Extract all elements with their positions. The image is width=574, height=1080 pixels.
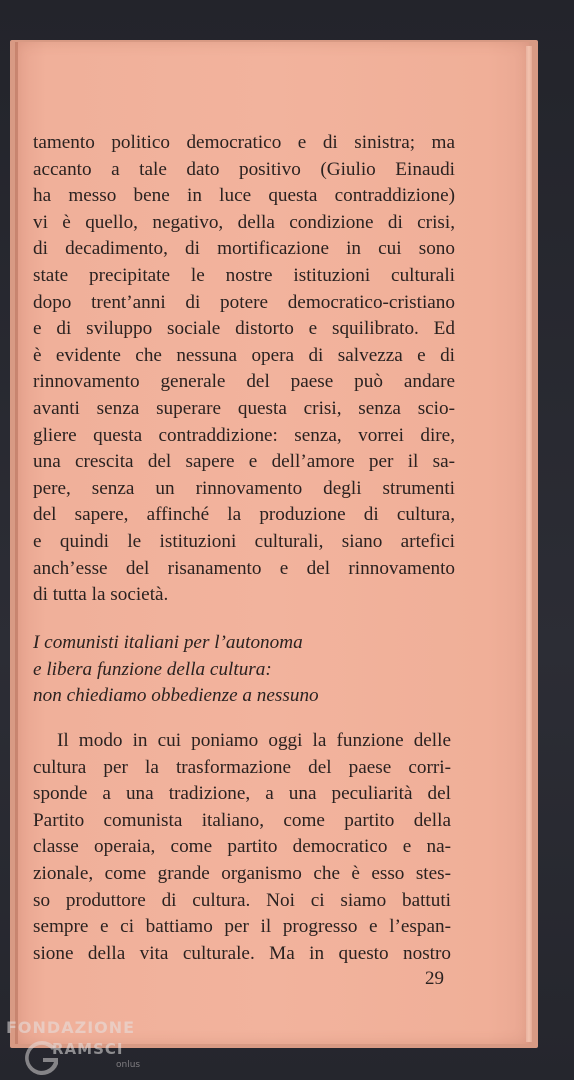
paragraph-line: sponde a una tradizione, a una peculiarità del [33, 783, 451, 805]
paragraph-line: so produttore di cultura. Noi ci siamo battuti [33, 889, 451, 911]
paragraph-line: di decadimento, di mortificazione in cui sono [33, 238, 455, 260]
watermark-line-2: RAMSCI [52, 1040, 124, 1058]
paragraph-line: sempre e ci battiamo per il progresso e l’espan- [33, 916, 451, 938]
paragraph-line: del sapere, affinché la produzione di cultura, [33, 504, 455, 526]
paragraph-line: ha messo bene in luce questa contraddizione) [33, 185, 455, 207]
watermark-line-1: FONDAZIONE [6, 1018, 136, 1037]
paragraph-line: tamento politico democratico e di sinistra; ma [33, 132, 455, 153]
heading-line: I comunisti italiani per l’autonoma [33, 632, 303, 653]
paragraph-line: di tutta la società. [33, 584, 169, 606]
paragraph-line: anch’esse del risanamento e del rinnovamento [33, 557, 455, 579]
watermark-suffix: onlus [116, 1060, 141, 1070]
heading-line: non chiediamo obbedienze a nessuno [33, 685, 319, 707]
section-heading [33, 630, 453, 710]
fondazione-gramsci-watermark [2, 1018, 152, 1078]
paragraph-line: accanto a tale dato positivo (Giulio Einaudi [33, 158, 455, 180]
paragraph-line: pere, senza un rinnovamento degli strumenti [33, 477, 455, 499]
page-number: 29 [425, 968, 444, 989]
paragraph-line: rinnovamento generale del paese può andare [33, 371, 455, 393]
page-spine [15, 42, 18, 1044]
paragraph-line: Partito comunista italiano, come partito della [33, 809, 451, 831]
paragraph-line: Il modo in cui poniamo oggi la funzione delle [57, 730, 451, 751]
paragraph-line: cultura per la trasformazione del paese corri- [33, 756, 451, 778]
heading-line: e libera funzione della cultura: [33, 658, 272, 680]
page-edge [526, 46, 532, 1042]
paragraph-line: dopo trent’anni di potere democratico-cristiano [33, 291, 455, 313]
paragraph-line: sione della vita culturale. Ma in questo nostro [33, 942, 451, 964]
paragraph-line: zionale, come grande organismo che è esso stes- [33, 862, 451, 884]
paragraph-line: e di sviluppo sociale distorto e squilibrato. Ed [33, 318, 455, 340]
paragraph-line: avanti senza superare questa crisi, senza scio- [33, 397, 455, 419]
paragraph-2 [33, 728, 451, 967]
paragraph-line: classe operaia, come partito democratico e na- [33, 836, 451, 858]
paragraph-line: è evidente che nessuna opera di salvezza e di [33, 344, 455, 366]
paragraph-line: una crescita del sapere e dell’amore per il sa- [33, 451, 455, 473]
paragraph-line: gliere questa contraddizione: senza, vorrei dire, [33, 424, 455, 446]
paragraph-1 [33, 130, 455, 609]
paragraph-line: e quindi le istituzioni culturali, siano artefici [33, 530, 455, 552]
paragraph-line: vi è quello, negativo, della condizione di crisi, [33, 211, 455, 233]
paragraph-line: state precipitate le nostre istituzioni culturali [33, 264, 455, 286]
